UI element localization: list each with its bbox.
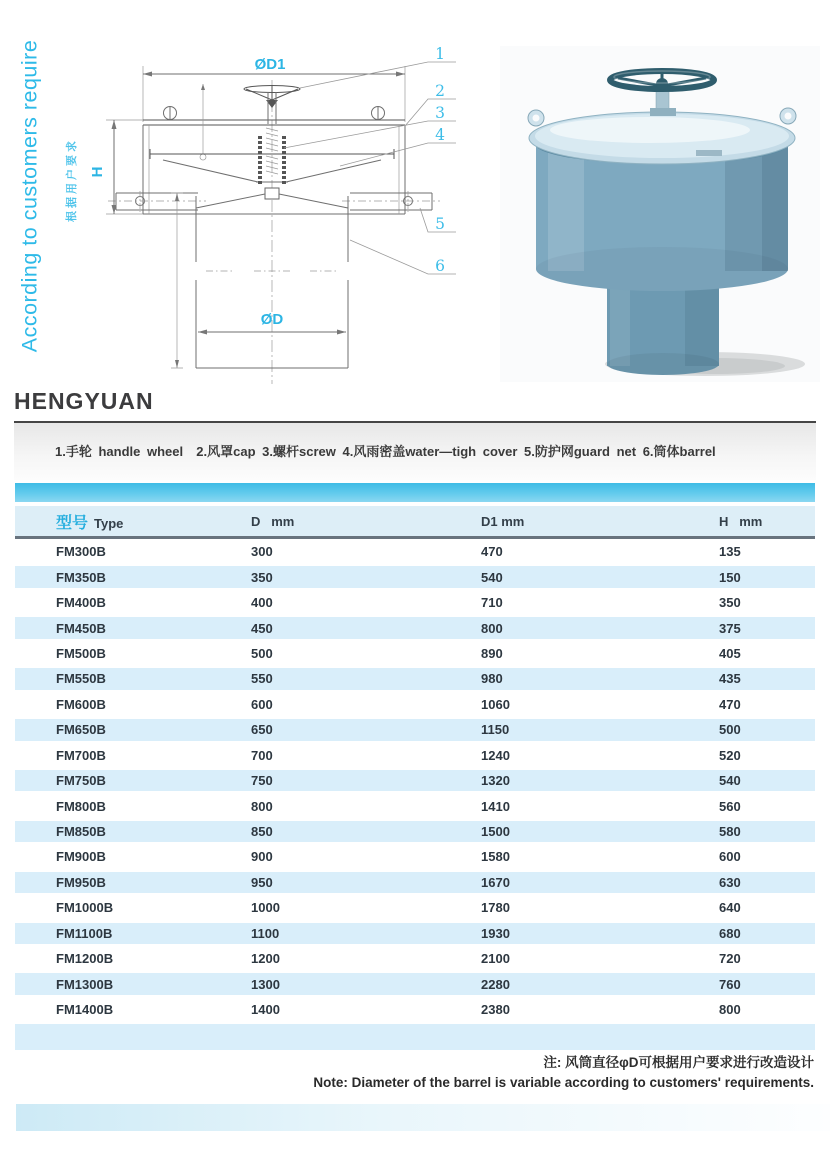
cell-d: 600 xyxy=(251,696,273,712)
cell-d: 350 xyxy=(251,569,273,585)
cell-h: 350 xyxy=(719,595,741,611)
callout-2: 2 xyxy=(435,82,445,100)
cell-d1: 1580 xyxy=(481,849,510,865)
table-row xyxy=(15,997,815,1022)
table-row xyxy=(15,564,815,589)
table-row xyxy=(15,921,815,946)
cell-type: FM950B xyxy=(56,874,106,890)
cell-type: FM900B xyxy=(56,849,106,865)
cell-d: 450 xyxy=(251,620,273,636)
cell-h: 580 xyxy=(719,824,741,840)
cell-d: 1400 xyxy=(251,1002,280,1018)
cell-h: 500 xyxy=(719,722,741,738)
cell-d1: 890 xyxy=(481,645,503,661)
technical-drawing xyxy=(88,44,468,389)
note-cn: 注: 风筒直径φD可根据用户要求进行改造设计 xyxy=(543,1055,814,1070)
table-row xyxy=(15,743,815,768)
cell-h: 375 xyxy=(719,620,741,636)
cell-type: FM1400B xyxy=(56,1002,114,1018)
cell-d1: 1320 xyxy=(481,773,510,789)
cell-h: 800 xyxy=(719,1002,741,1018)
cell-h: 640 xyxy=(719,900,741,916)
cell-d1: 1500 xyxy=(481,824,510,840)
cell-type: FM500B xyxy=(56,645,106,661)
brand-title: HENGYUAN xyxy=(14,388,154,414)
callout-1: 1 xyxy=(435,45,445,63)
legend-band xyxy=(14,423,816,480)
cell-h: 150 xyxy=(719,569,741,585)
header-type-cn: 型号 xyxy=(56,514,89,532)
callout-6: 6 xyxy=(435,257,445,275)
table-row xyxy=(15,819,815,844)
cell-type: FM1100B xyxy=(56,925,113,941)
callout-3: 3 xyxy=(435,104,445,122)
cell-type: FM400B xyxy=(56,595,106,611)
cell-type: FM300B xyxy=(56,544,106,560)
dim-label-d: ØD xyxy=(260,311,284,328)
callout-4: 4 xyxy=(435,126,445,144)
cell-d: 500 xyxy=(251,645,273,661)
table-empty-band xyxy=(15,1024,815,1050)
table-row xyxy=(15,692,815,717)
cell-d1: 1780 xyxy=(481,900,510,916)
table-header-row xyxy=(15,506,815,539)
cell-type: FM350B xyxy=(56,569,106,585)
cell-d1: 1670 xyxy=(481,874,510,890)
cell-h: 560 xyxy=(719,798,741,814)
cell-type: FM850B xyxy=(56,824,106,840)
vertical-tagline-cn: 根据用户要求 xyxy=(66,138,78,222)
table-row xyxy=(15,768,815,793)
cell-d: 950 xyxy=(251,874,273,890)
cell-type: FM750B xyxy=(56,773,106,789)
cell-h: 520 xyxy=(719,747,741,763)
cell-type: FM700B xyxy=(56,747,106,763)
header-cell-h: H mm xyxy=(719,513,763,529)
cell-d1: 1150 xyxy=(481,722,510,738)
cell-type: FM1300B xyxy=(56,976,114,992)
table-body xyxy=(15,539,815,1022)
cell-d1: 710 xyxy=(481,595,503,611)
table-row xyxy=(15,717,815,742)
cell-d1: 1240 xyxy=(481,747,510,763)
dim-label-d1: ØD1 xyxy=(254,56,286,73)
table-row xyxy=(15,793,815,818)
table-top-band xyxy=(15,483,815,502)
cell-h: 630 xyxy=(719,874,741,890)
parts-legend: 1.手轮 handle wheel 2.风罩cap 3.螺杆screw 4.风雨密盖water—tigh cover 5.防护网guard net 6.筒体barrel xyxy=(55,444,716,459)
cell-h: 470 xyxy=(719,696,741,712)
cell-h: 405 xyxy=(719,645,741,661)
cell-type: FM800B xyxy=(56,798,106,814)
cell-type: FM1000B xyxy=(56,900,114,916)
product-photo xyxy=(500,46,820,382)
table-row xyxy=(15,590,815,615)
table-row xyxy=(15,870,815,895)
cell-type: FM450B xyxy=(56,620,106,636)
cell-d: 1300 xyxy=(251,976,280,992)
cell-h: 435 xyxy=(719,671,741,687)
cell-d1: 540 xyxy=(481,569,503,585)
table-row xyxy=(15,539,815,564)
cell-h: 720 xyxy=(719,951,741,967)
cell-d1: 2380 xyxy=(481,1002,510,1018)
header-cell-d: D mm xyxy=(251,513,295,529)
cell-h: 680 xyxy=(719,925,741,941)
cell-h: 600 xyxy=(719,849,741,865)
cell-d1: 1410 xyxy=(481,798,510,814)
cell-d1: 1060 xyxy=(481,696,510,712)
table-row xyxy=(15,666,815,691)
cell-type: FM1200B xyxy=(56,951,114,967)
footer-notes xyxy=(313,1053,814,1093)
cell-d1: 470 xyxy=(481,544,503,560)
header-type-en: Type xyxy=(94,515,124,531)
cell-d1: 800 xyxy=(481,620,503,636)
cell-d1: 2100 xyxy=(481,951,510,967)
cell-d: 700 xyxy=(251,747,273,763)
cell-d: 400 xyxy=(251,595,273,611)
cell-d: 750 xyxy=(251,773,273,789)
table-row xyxy=(15,844,815,869)
cell-type: FM600B xyxy=(56,696,106,712)
cell-d: 800 xyxy=(251,798,273,814)
callout-5: 5 xyxy=(435,215,445,233)
cell-d: 900 xyxy=(251,849,273,865)
bottom-accent-bar xyxy=(16,1104,830,1131)
dim-label-h: H xyxy=(89,166,106,178)
cell-type: FM650B xyxy=(56,722,106,738)
table-row xyxy=(15,895,815,920)
cell-d: 650 xyxy=(251,722,273,738)
table-row xyxy=(15,615,815,640)
header-cell-type xyxy=(15,510,251,533)
cell-d1: 2280 xyxy=(481,976,510,992)
cell-d: 300 xyxy=(251,544,273,560)
cell-d1: 980 xyxy=(481,671,503,687)
cell-d: 550 xyxy=(251,671,273,687)
table-row xyxy=(15,946,815,971)
cell-d: 1000 xyxy=(251,900,280,916)
note-en: Note: Diameter of the barrel is variable according to customers' requirements. xyxy=(313,1075,814,1090)
table-row xyxy=(15,971,815,996)
header-cell-d1: D1 mm xyxy=(481,513,525,529)
cell-d: 1100 xyxy=(251,925,280,941)
cell-h: 540 xyxy=(719,773,741,789)
cell-d1: 1930 xyxy=(481,925,510,941)
spec-table xyxy=(15,483,815,1050)
cell-type: FM550B xyxy=(56,671,106,687)
cell-h: 135 xyxy=(719,544,741,560)
cell-h: 760 xyxy=(719,976,741,992)
cell-d: 850 xyxy=(251,824,273,840)
vertical-tagline-en: According to customers require xyxy=(17,39,42,353)
cell-d: 1200 xyxy=(251,951,280,967)
table-row xyxy=(15,641,815,666)
